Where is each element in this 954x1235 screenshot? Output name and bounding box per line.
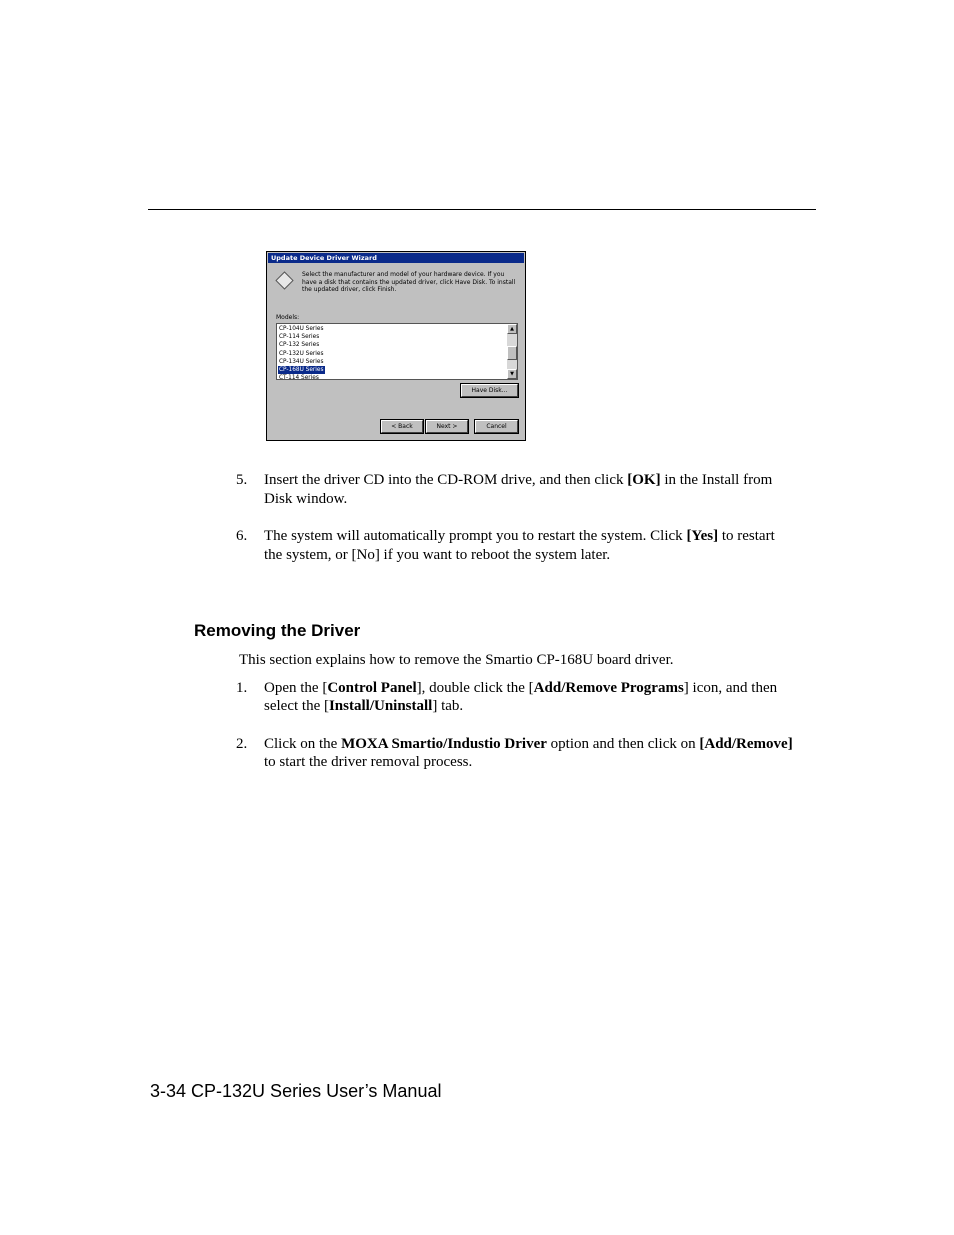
list-item[interactable] [278, 341, 506, 349]
dialog-instruction: Select the manufacturer and model of your hardware device. If you have a disk that contains the updated driver, click Have Disk. To install the updated driver, click Finish. [302, 271, 516, 293]
scroll-down-icon[interactable]: ▼ [507, 369, 517, 379]
scroll-thumb[interactable] [507, 346, 517, 360]
model-name: CP-114 Series [279, 334, 320, 341]
models-listbox[interactable] [276, 323, 518, 380]
list-item[interactable] [278, 358, 506, 366]
step-2-text-line2: to start the driver removal process. [264, 754, 473, 770]
scroll-up-icon[interactable]: ▲ [507, 324, 517, 334]
page-footer: 3-34 CP-132U Series User’s Manual [150, 1081, 442, 1101]
model-name: CP-134U Series [279, 358, 324, 365]
list-item[interactable] [278, 366, 506, 374]
list-item[interactable] [278, 350, 506, 358]
list-item[interactable] [278, 333, 506, 341]
step-6-number: 6. [236, 528, 248, 544]
list-item[interactable] [278, 374, 506, 380]
model-name: CP-168U Series [279, 366, 324, 373]
model-name: CP-132U Series [279, 350, 324, 357]
section-heading: Removing the Driver [194, 621, 361, 640]
next-button[interactable]: Next > [426, 420, 468, 433]
model-name: CP-104U Series [279, 326, 324, 332]
cancel-button[interactable]: Cancel [475, 420, 518, 433]
section-intro: This section explains how to remove the Smartio CP-168U board driver. [239, 652, 674, 668]
have-disk-button[interactable]: Have Disk... [461, 384, 518, 397]
step-6-text-line2: the system, or [No] if you want to reboot the system later. [264, 547, 611, 563]
dialog-title: Update Device Driver Wizard [268, 253, 524, 263]
step-5-text: Insert the driver CD into the CD-ROM drive, and then click [OK] in the Install from [264, 472, 773, 488]
step-2-number: 2. [236, 736, 248, 752]
model-name: CP-132 Series [279, 342, 320, 349]
step-2-text: Click on the MOXA Smartio/Industio Driver option and then click on [Add/Remove] [264, 736, 793, 752]
listbox-scrollbar[interactable] [507, 324, 517, 379]
models-label: Models: [276, 314, 300, 321]
step-6-text: The system will automatically prompt you to restart the system. Click [Yes] to restart [264, 528, 775, 544]
diamond-icon [275, 271, 293, 289]
step-1-text-line2: select the [Install/Uninstall] tab. [264, 698, 464, 714]
list-item[interactable] [278, 325, 506, 333]
back-button[interactable]: < Back [381, 420, 423, 433]
model-name: CT-114 Series [279, 375, 319, 380]
header-rule [148, 209, 816, 210]
step-1-text: Open the [Control Panel], double click the [Add/Remove Programs] icon, and then [264, 680, 778, 696]
step-5-number: 5. [236, 472, 248, 488]
step-5-text-line2: Disk window. [264, 491, 348, 507]
step-1-number: 1. [236, 680, 248, 696]
models-list [278, 325, 506, 380]
update-driver-wizard-screenshot [266, 251, 526, 441]
